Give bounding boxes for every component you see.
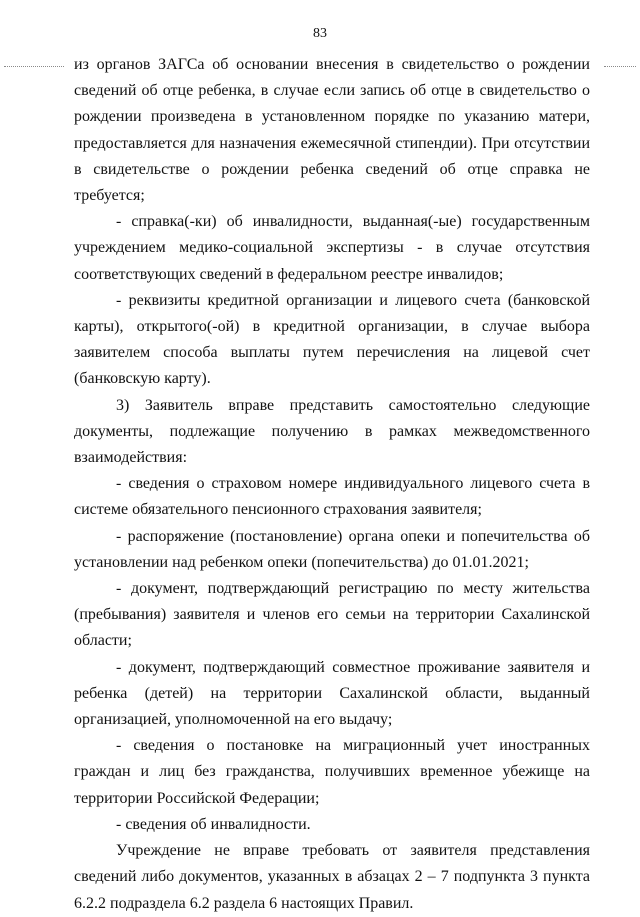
paragraph: - справка(-ки) об инвалидности, выданная(-ые) государственным учреждением медико-социальной экспертизы - в случае отсутствия соответствующих сведений в федеральном реестре инвалидов; xyxy=(74,213,590,283)
paragraph: - сведения об инвалидности. xyxy=(116,815,311,833)
paragraph: - сведения о страховом номере индивидуального лицевого счета в системе обязательного пенсионного страхования заявителя; xyxy=(74,475,590,519)
document-body xyxy=(74,52,590,917)
paragraph: - распоряжение (постановление) органа опеки и попечительства об установлении над ребенком опеки (попечительства) до 01.01.2021; xyxy=(74,527,590,571)
paragraph: - сведения о постановке на миграционный учет иностранных граждан и лиц без гражданства, получивших временное убежище на территории Российской Федерации; xyxy=(74,737,590,807)
paragraph: - документ, подтверждающий регистрацию по месту жительства (пребывания) заявителя и членов его семьи на территории Сахалинской области; xyxy=(74,580,590,650)
paragraph: Учреждение не вправе требовать от заявителя представления сведений либо документов, указанных в абзацах 2 – 7 подпункта 3 пункта 6.2.2 подраздела 6.2 раздела 6 настоящих Правил. xyxy=(74,842,590,912)
scan-artifact-right xyxy=(604,66,636,67)
paragraph: - документ, подтверждающий совместное проживание заявителя и ребенка (детей) на территории Сахалинской области, выданный организацией, уполномоченной на его выдачу; xyxy=(74,658,590,729)
paragraph: - реквизиты кредитной организации и лицевого счета (банковской карты), открытого(-ой) в кредитной организации, в случае выбора заявителем способа выплаты путем перечисления на лицевой счет (банковскую карту). xyxy=(74,291,590,388)
paragraph: 3) Заявитель вправе представить самостоятельно следующие документы, подлежащие получению в рамках межведомственного взаимодействия: xyxy=(74,396,590,467)
paragraph: из органов ЗАГСа об основании внесения в свидетельство о рождении сведений об отце ребенка, в случае если запись об отце в свидетельство о рождении произведена в установленном порядке по указанию матери, предоставляется для назначения ежемесячной стипендии). При отсутствии в свидетельстве о рождении ребенка сведений об отце справка не требуется; xyxy=(74,56,590,205)
page-number: 83 xyxy=(313,26,327,41)
scan-artifact-left xyxy=(4,66,64,67)
